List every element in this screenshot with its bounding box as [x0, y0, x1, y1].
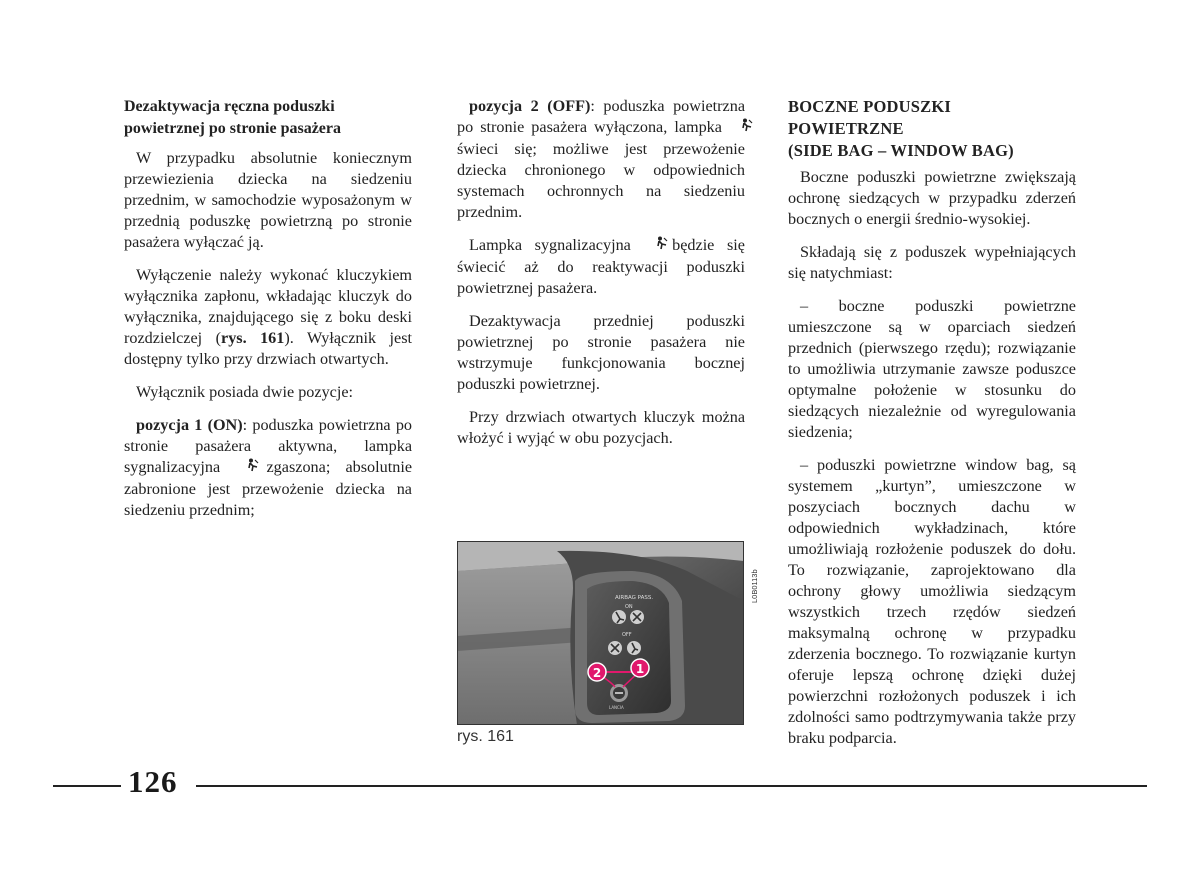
section-heading-manual-deactivation: Dezaktywacja ręczna poduszki powietrznej po stronie pasażera	[124, 98, 341, 137]
svg-text:LANCIA: LANCIA	[609, 705, 624, 710]
figure-reference: rys. 161	[221, 329, 285, 347]
off-label: OFF	[622, 632, 632, 638]
svg-text:2: 2	[592, 666, 602, 680]
position-2-label: pozycja 2 (OFF)	[469, 97, 591, 115]
paragraph: pozycja 2 (OFF): poduszka powietrzna po stronie pasażera wyłączona, lampka świeci się; możliwe jest przewożenie dziecka chronionego w odpowiednich systemach ochronnych na siedzeniu przednim.	[457, 96, 745, 223]
paragraph: Wyłączenie należy wykonać kluczykiem wyłącznika zapłonu, wkładając kluczyk do wyłącznika, znajdującego się z boku deski rozdzielczej (rys. 161). Wyłącznik jest dostępny tylko przy drzwiach otwartych.	[124, 266, 412, 368]
paragraph: – poduszki powietrzne window bag, są systemem „kurtyn”, umieszczone w poszyciach bocznych dachu w odpowiednich wykładzinach, które umożliwiają rozłożenie poduszek do dołu. To rozwiązanie, zaprojektowano dla ochrony głowy umożliwia siedzącym wszystkich trzech rzędów siedzeń maksymalną ochronę w przypadku zderzenia bocznego. To rozwiązanie kurtyn oferuje lepszą ochronę dzięki dużej powierzchni rozłożonych poduszek i ich zdolności samo podtrzymywania także przy braku podparcia.	[788, 456, 1076, 747]
figure-code	[748, 545, 760, 605]
column-3	[788, 96, 1076, 761]
paragraph: Boczne poduszki powietrzne zwiększają ochronę siedzących w przypadku zderzeń bocznych o energii średnio-wysokiej.	[788, 168, 1076, 228]
svg-text:L0B0113b: L0B0113b	[750, 569, 759, 603]
figure-caption: rys. 161	[457, 728, 514, 745]
column-2	[457, 96, 745, 461]
paragraph: Wyłącznik posiada dwie pozycje:	[136, 383, 354, 401]
passenger-airbag-icon	[644, 236, 660, 257]
page-number: 126	[128, 764, 178, 799]
paragraph: – boczne poduszki powietrzne umieszczone są w oparciach siedzeń przednich (pierwszego rzędu); rozwiązanie to umożliwia utrzymanie zawsze poduszce optymalne położenie w stosunku do siedzących niezależnie od wyregulowania siedzenia;	[788, 297, 1076, 441]
on-label: ON	[625, 604, 633, 610]
panel-title: AIRBAG PASS.	[615, 595, 654, 601]
paragraph: Składają się z poduszek wypełniających się natychmiast:	[788, 243, 1076, 282]
position-1-label: pozycja 1 (ON)	[136, 416, 243, 434]
passenger-airbag-icon	[235, 458, 251, 479]
column-1	[124, 96, 412, 533]
passenger-airbag-icon	[729, 118, 745, 139]
svg-text:1: 1	[635, 662, 645, 676]
paragraph: Dezaktywacja przedniej poduszki powietrznej po stronie pasażera nie wstrzymuje funkcjonowania bocznej poduszki powietrznej.	[457, 312, 745, 393]
section-heading-side-bag: BOCZNE PODUSZKI POWIETRZNE (SIDE BAG – WINDOW BAG)	[788, 97, 1014, 160]
paragraph: Przy drzwiach otwartych kluczyk można włożyć i wyjąć w obu pozycjach.	[457, 408, 745, 447]
footer-rule-right	[196, 785, 1147, 787]
paragraph: W przypadku absolutnie koniecznym przewiezienia dziecka na siedzeniu przednim, w samochodzie wyposażonym w przednią poduszkę powietrzną po stronie pasażera wyłączać ją.	[124, 149, 412, 251]
paragraph: Lampka sygnalizacyjna będzie się świecić aż do reaktywacji poduszki powietrznej pasażera.	[457, 236, 745, 297]
footer-rule-left	[53, 785, 121, 787]
figure-airbag-switch-photo	[457, 541, 744, 725]
paragraph: pozycja 1 (ON): poduszka powietrzna po stronie pasażera aktywna, lampka sygnalizacyjna zgaszona; absolutnie zabronione jest przewożenie dziecka na siedzeniu przednim;	[124, 416, 413, 519]
